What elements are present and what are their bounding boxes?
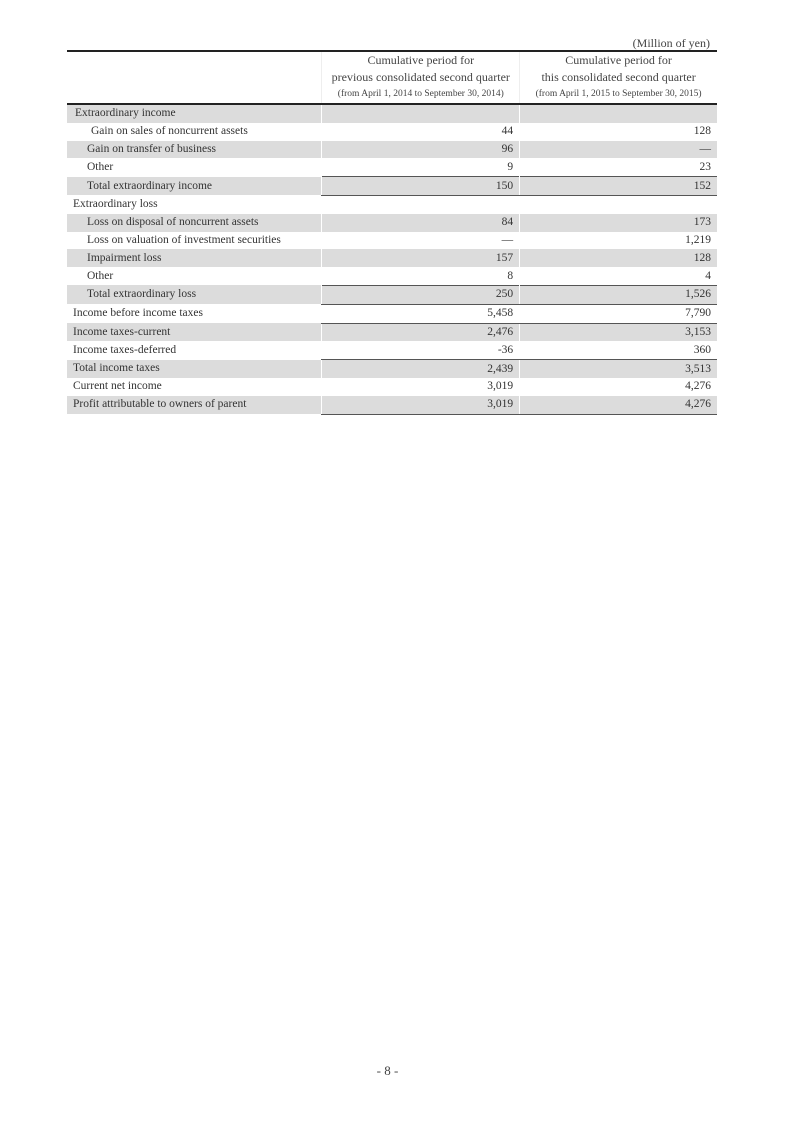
curr-value: 152 <box>520 177 717 196</box>
header-curr-dates: (from April 1, 2015 to September 30, 2015) <box>535 89 702 99</box>
curr-value <box>520 195 717 213</box>
curr-value: 7,790 <box>520 304 717 323</box>
prev-value: — <box>322 232 520 250</box>
header-blank <box>67 51 322 104</box>
prev-value: 44 <box>322 123 520 141</box>
curr-value: 128 <box>520 249 717 267</box>
row-income-taxes-current <box>67 323 717 341</box>
prev-value: 3,019 <box>322 396 520 414</box>
row-label: Other <box>87 269 114 282</box>
income-statement-table <box>67 50 717 415</box>
prev-value <box>322 195 520 213</box>
row-label: Total income taxes <box>67 360 322 378</box>
header-previous-period <box>322 51 520 104</box>
curr-value: 1,219 <box>520 232 717 250</box>
header-prev-line2: previous consolidated second quarter <box>331 70 510 84</box>
curr-value: 4,276 <box>520 378 717 396</box>
curr-value: 4,276 <box>520 396 717 414</box>
prev-value: 250 <box>322 285 520 304</box>
section-row-extraordinary-income <box>67 104 717 123</box>
curr-value: — <box>520 141 717 159</box>
prev-value: 9 <box>322 158 520 176</box>
row-label: Income taxes-deferred <box>73 344 177 356</box>
section-row-extraordinary-loss <box>67 195 717 213</box>
curr-value: 3,513 <box>520 360 717 378</box>
row-total-income-taxes <box>67 360 717 378</box>
header-curr-line2: this consolidated second quarter <box>541 70 696 84</box>
header-current-period <box>520 51 717 104</box>
row-label: Income taxes-current <box>67 323 322 341</box>
curr-value: 4 <box>520 267 717 285</box>
row-label: Total extraordinary income <box>67 177 322 196</box>
table-row <box>67 232 717 250</box>
prev-value: 5,458 <box>322 304 520 323</box>
table-row <box>67 267 717 285</box>
row-label: Income before income taxes <box>73 307 203 320</box>
row-current-net-income <box>67 378 717 396</box>
prev-value: 2,439 <box>322 360 520 378</box>
prev-value: 96 <box>322 141 520 159</box>
row-label: Gain on sales of noncurrent assets <box>91 125 248 138</box>
row-label: Loss on valuation of investment securities <box>87 233 281 246</box>
curr-value: 360 <box>520 341 717 359</box>
curr-value: 1,526 <box>520 285 717 304</box>
prev-value <box>322 104 520 123</box>
curr-value: 3,153 <box>520 323 717 341</box>
prev-value: 84 <box>322 214 520 232</box>
prev-value: 157 <box>322 249 520 267</box>
row-profit-attributable-to-parent <box>67 396 717 414</box>
curr-value <box>520 104 717 123</box>
curr-value: 173 <box>520 214 717 232</box>
prev-value: 150 <box>322 177 520 196</box>
row-label: Other <box>87 161 114 174</box>
prev-value: 2,476 <box>322 323 520 341</box>
table-row <box>67 249 717 267</box>
table-row <box>67 141 717 159</box>
row-label: Current net income <box>73 380 162 393</box>
prev-value: 8 <box>322 267 520 285</box>
row-label: Gain on transfer of business <box>67 141 322 159</box>
total-row-extraordinary-income <box>67 177 717 196</box>
curr-value: 128 <box>520 123 717 141</box>
row-income-before-taxes <box>67 304 717 323</box>
row-label: Loss on disposal of noncurrent assets <box>67 214 322 232</box>
curr-value: 23 <box>520 158 717 176</box>
header-prev-dates: (from April 1, 2014 to September 30, 2014) <box>337 89 504 99</box>
table-header-row <box>67 51 717 104</box>
row-label: Total extraordinary loss <box>67 285 322 304</box>
prev-value: 3,019 <box>322 378 520 396</box>
row-label: Extraordinary loss <box>73 198 158 211</box>
table-row <box>67 158 717 176</box>
header-curr-line1: Cumulative period for <box>565 53 672 67</box>
row-label: Impairment loss <box>67 249 322 267</box>
table-row <box>67 214 717 232</box>
row-label: Extraordinary income <box>67 104 322 123</box>
row-income-taxes-deferred <box>67 341 717 359</box>
row-label: Profit attributable to owners of parent <box>67 396 322 414</box>
unit-label: (Million of yen) <box>632 36 710 50</box>
table-row <box>67 123 717 141</box>
prev-value: -36 <box>322 341 520 359</box>
header-prev-line1: Cumulative period for <box>367 53 475 67</box>
page-number: - 8 - <box>376 1063 399 1078</box>
total-row-extraordinary-loss <box>67 285 717 304</box>
